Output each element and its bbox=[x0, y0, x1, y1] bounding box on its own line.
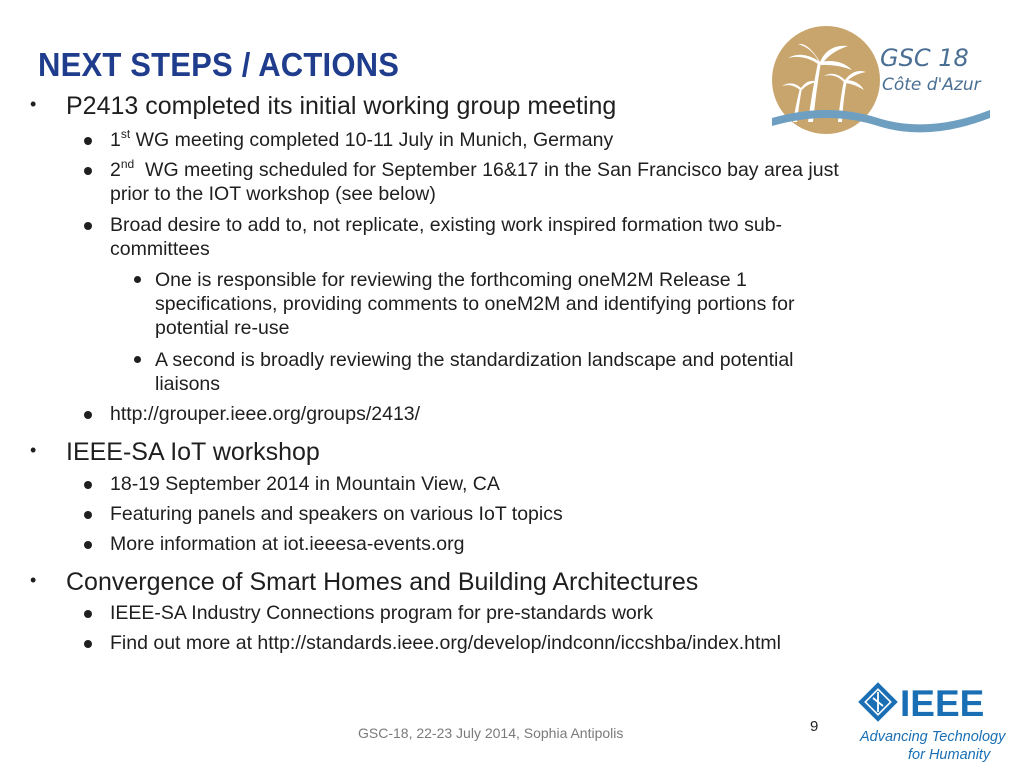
footer-text: GSC-18, 22-23 July 2014, Sophia Antipolis bbox=[358, 725, 624, 741]
bullet-icon: • bbox=[30, 570, 37, 590]
bullet-subcommittee-one: One is responsible for reviewing the forthcoming oneM2M Release 1 bbox=[155, 269, 747, 291]
bullet-icon: • bbox=[30, 440, 37, 460]
bullet-icon bbox=[84, 481, 92, 489]
bullet-subcommittee-one-cont2: potential re-use bbox=[155, 317, 290, 339]
ieee-tagline-1: Advancing Technology bbox=[860, 729, 1006, 745]
bullet-icon bbox=[134, 356, 141, 363]
bullet-industry-connections: IEEE-SA Industry Connections program for pre-standards work bbox=[110, 602, 653, 624]
bullet-workshop-date: 18-19 September 2014 in Mountain View, CA bbox=[110, 473, 500, 495]
bullet-workshop-panels: Featuring panels and speakers on various IoT topics bbox=[110, 503, 563, 525]
bullet-iot-workshop: IEEE-SA IoT workshop bbox=[66, 438, 320, 466]
bullet-icon bbox=[84, 541, 92, 549]
bullet-icon bbox=[84, 222, 92, 230]
bullet-broad-desire-cont: committees bbox=[110, 238, 210, 260]
bullet-second-wg-cont: prior to the IOT workshop (see below) bbox=[110, 183, 436, 205]
bullet-icon bbox=[84, 610, 92, 618]
bullet-convergence: Convergence of Smart Homes and Building Architectures bbox=[66, 568, 699, 596]
bullet-icon bbox=[84, 640, 92, 648]
bullet-workshop-info: More information at iot.ieeesa-events.org bbox=[110, 533, 465, 555]
bullet-icon bbox=[84, 167, 92, 175]
ieee-tagline-2: for Humanity bbox=[908, 747, 991, 763]
bullet-broad-desire: Broad desire to add to, not replicate, existing work inspired formation two sub- bbox=[110, 214, 783, 236]
gsc-logo-line2: Côte d'Azur bbox=[882, 75, 981, 95]
bullet-subcommittee-two-cont: liaisons bbox=[155, 373, 221, 395]
link-p2413-group[interactable]: http://grouper.ieee.org/groups/2413/ bbox=[110, 403, 421, 425]
bullet-icon: • bbox=[30, 94, 37, 114]
bullet-icon bbox=[84, 511, 92, 519]
ieee-diamond-icon bbox=[858, 682, 898, 722]
bullet-icon bbox=[84, 137, 92, 145]
link-iccshba[interactable]: Find out more at http://standards.ieee.org/develop/indconn/iccshba/index.html bbox=[110, 632, 781, 654]
slide-title: NEXT STEPS / ACTIONS bbox=[38, 46, 400, 83]
bullet-subcommittee-two: A second is broadly reviewing the standardization landscape and potential bbox=[155, 349, 794, 371]
ieee-logo bbox=[856, 680, 1006, 764]
bullet-subcommittee-one-cont: specifications, providing comments to oneM2M and identifying portions for bbox=[155, 293, 795, 315]
bullet-p2413: P2413 completed its initial working group meeting bbox=[66, 92, 617, 120]
ieee-wordmark: IEEE bbox=[900, 683, 985, 724]
page-number: 9 bbox=[810, 718, 819, 735]
gsc-logo-line1: GSC 18 bbox=[880, 44, 969, 72]
bullet-icon bbox=[134, 276, 141, 283]
bullet-second-wg: 2nd WG meeting scheduled for September 16&17 in the San Francisco bay area just bbox=[110, 156, 839, 181]
bullet-icon bbox=[84, 411, 92, 419]
bullet-first-wg: 1st WG meeting completed 10-11 July in Munich, Germany bbox=[110, 126, 614, 151]
